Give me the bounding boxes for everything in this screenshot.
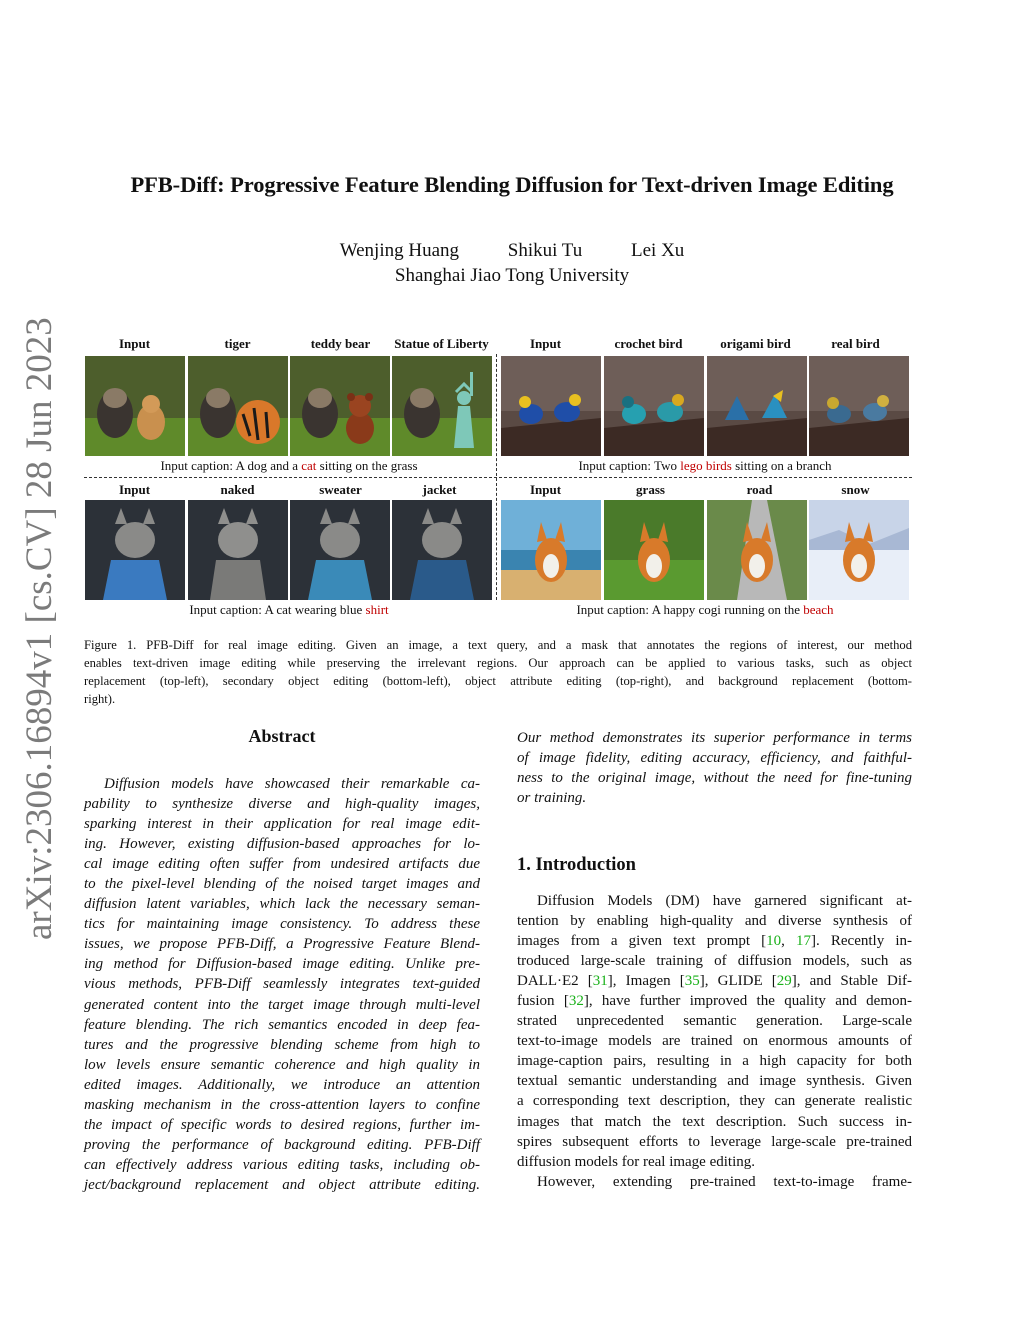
text-line: to the pixel-level blending of the noised target images and bbox=[84, 876, 480, 893]
column-label: jacket bbox=[422, 482, 457, 497]
image-dog-cat-input bbox=[85, 356, 185, 456]
author-name: Shikui Tu bbox=[507, 240, 583, 261]
affiliation: Shanghai Jiao Tong University bbox=[394, 265, 630, 286]
image-cat-sweater bbox=[290, 500, 390, 600]
text-line: Diffusion models have showcased their remarkable ca- bbox=[104, 776, 480, 792]
panel-caption: Input caption: Two lego birds sitting on a branch bbox=[578, 458, 832, 473]
caption-line: replacement (top-left), secondary object editing (bottom-left), object attribute editing (top-right), and background replacement (bottom- bbox=[84, 674, 912, 688]
column-label: snow bbox=[841, 482, 870, 497]
panel-caption: Input caption: A dog and a cat sitting on the grass bbox=[160, 458, 418, 473]
image-real-birds bbox=[809, 356, 909, 456]
text-line: feature blending. The rich semantics encoded in deep fea- bbox=[84, 1016, 480, 1033]
text-line: image-caption pairs, resulting in a high capacity for both bbox=[517, 1053, 912, 1070]
text-line: strated unprecedented semantic generation. Large-scale bbox=[517, 1013, 912, 1030]
figure-caption bbox=[84, 636, 912, 708]
abstract-right-column bbox=[517, 728, 912, 808]
panel-caption: Input caption: A cat wearing blue shirt bbox=[189, 602, 389, 617]
abstract-left-column bbox=[84, 774, 480, 1195]
column-label: Statue of Liberty bbox=[394, 336, 489, 351]
arxiv-identifier: arXiv:2306.16894v1 [cs.CV] 28 Jun 2023 bbox=[19, 317, 60, 940]
figure-1 bbox=[84, 336, 912, 628]
introduction-body bbox=[517, 891, 912, 1192]
text-line: tics for maintaining image consistency. To address these bbox=[84, 916, 480, 933]
column-label: naked bbox=[220, 482, 255, 497]
image-crochet-birds bbox=[604, 356, 704, 456]
column-label: grass bbox=[636, 482, 665, 497]
highlight-word: shirt bbox=[365, 602, 389, 617]
text-line: diffusion latent variables, which lack the necessary seman- bbox=[84, 896, 480, 913]
caption-line: right). bbox=[84, 692, 116, 706]
text-line: images from a given text prompt [10, 17]. Recently in- bbox=[517, 933, 912, 950]
image-cat-jacket bbox=[392, 500, 492, 600]
text-line: Our method demonstrates its superior performance in terms bbox=[517, 730, 912, 746]
author-name: Wenjing Huang bbox=[339, 240, 460, 261]
text-line: masking mechanism in the cross-attention layers to confine bbox=[84, 1096, 480, 1113]
text-line: can effectively address various editing tasks, including ob- bbox=[84, 1156, 480, 1173]
text-line: ness to the original image, without the need for fine-tuning bbox=[517, 770, 912, 787]
column-label: Input bbox=[529, 336, 562, 351]
highlight-word: cat bbox=[301, 458, 317, 473]
introduction-heading: 1. Introduction bbox=[517, 855, 636, 875]
text-line: cal image editing often suffer from undesired artifacts due bbox=[84, 856, 480, 873]
image-corgi-grass bbox=[604, 500, 704, 600]
text-line: the impact of specific words to desired regions, further im- bbox=[84, 1116, 480, 1133]
text-line: issues, we propose PFB-Diff, a Progressive Feature Blend- bbox=[84, 936, 480, 953]
text-line: text-to-image models are trained on enormous amounts of bbox=[517, 1033, 912, 1050]
caption-line: enables text-driven image editing while preserving the irrelevant regions. Our approach can be applied to various tasks, such as object bbox=[84, 656, 912, 670]
image-dog-teddy-bear bbox=[290, 356, 390, 456]
text-line: textual semantic understanding and image synthesis. Given bbox=[517, 1073, 912, 1090]
column-label: Input bbox=[529, 482, 562, 497]
column-label: real bird bbox=[831, 336, 880, 351]
text-line: fusion [32], have further improved the quality and demon- bbox=[517, 993, 913, 1010]
paper-title: PFB-Diff: Progressive Feature Blending Diffusion for Text-driven Image Editing bbox=[130, 172, 894, 197]
text-line: vious methods, PFB-Diff seamlessly integrates text-guided bbox=[84, 976, 480, 993]
text-line: tures and the progressive blending scheme from high to bbox=[84, 1036, 480, 1053]
text-line: Diffusion Models (DM) have garnered significant at- bbox=[537, 893, 912, 909]
image-corgi-snow bbox=[809, 500, 909, 600]
citation-link[interactable]: 10 bbox=[766, 933, 782, 950]
text-line: tention by enabling high-quality and diverse synthesis of bbox=[517, 913, 912, 930]
abstract-heading: Abstract bbox=[248, 726, 316, 746]
author-name: Lei Xu bbox=[631, 240, 685, 261]
text-line: troduced large-scale training of diffusion models, such as bbox=[517, 953, 912, 970]
column-label: crochet bird bbox=[614, 336, 683, 351]
image-corgi-road bbox=[707, 500, 807, 600]
text-line: images that match the text description. Such success in- bbox=[517, 1113, 912, 1130]
text-line: a corresponding text description, they can generate realistic bbox=[517, 1093, 912, 1110]
text-line: ject/background replacement and object attribute editing. bbox=[84, 1176, 480, 1193]
vertical-separator bbox=[496, 354, 497, 600]
text-line: ing. However, existing diffusion-based approaches for lo- bbox=[84, 836, 480, 853]
column-label: road bbox=[746, 482, 773, 497]
citation-link[interactable]: 17 bbox=[796, 933, 812, 950]
column-label: Input bbox=[118, 336, 151, 351]
citation-link[interactable]: 35 bbox=[684, 973, 700, 990]
text-line: proving the performance of background editing. PFB-Diff bbox=[84, 1136, 480, 1153]
image-corgi-beach-input bbox=[501, 500, 601, 600]
panel-caption: Input caption: A happy cogi running on the beach bbox=[576, 602, 834, 617]
highlight-word: lego birds bbox=[680, 458, 732, 473]
image-dog-tiger bbox=[188, 356, 288, 456]
text-line: pability to synthesize diverse and high-quality images, bbox=[84, 796, 480, 813]
text-line: edited images. Additionally, we introduce an attention bbox=[84, 1076, 480, 1093]
citation-link[interactable]: 31 bbox=[592, 973, 608, 990]
text-line: DALL·E2 [31], Imagen [35], GLIDE [29], and Stable Dif- bbox=[517, 973, 912, 990]
text-line: generated content into the target image through multi-level bbox=[84, 996, 480, 1013]
text-line: diffusion models for real image editing. bbox=[517, 1153, 756, 1170]
image-cat-naked bbox=[188, 500, 288, 600]
text-line: However, extending pre-trained text-to-image frame- bbox=[537, 1173, 912, 1190]
text-line: of image fidelity, editing accuracy, efficiency, and faithful- bbox=[517, 750, 912, 767]
horizontal-separator bbox=[84, 477, 912, 478]
caption-line: Figure 1. PFB-Diff for real image editing. Given an image, a text query, and a mask that annotates the regions of interest, our method bbox=[84, 638, 912, 652]
text-line: ing method for Diffusion-based image editing. Unlike pre- bbox=[84, 956, 480, 973]
column-label: origami bird bbox=[720, 336, 791, 351]
highlight-word: beach bbox=[803, 602, 834, 617]
column-label: teddy bear bbox=[310, 336, 371, 351]
image-dog-statue-of-liberty bbox=[392, 356, 492, 456]
image-origami-birds bbox=[707, 356, 807, 456]
image-lego-birds-input bbox=[501, 356, 601, 456]
author-list bbox=[0, 240, 1024, 262]
text-line: spires subsequent efforts to leverage large-scale pre-trained bbox=[517, 1133, 912, 1150]
text-line: sparking interest in their application for real image edit- bbox=[84, 816, 480, 833]
column-label: Input bbox=[118, 482, 151, 497]
citation-link[interactable]: 29 bbox=[776, 973, 792, 990]
column-label: sweater bbox=[319, 482, 362, 497]
text-line: low levels ensure semantic coherence and high quality in bbox=[84, 1056, 480, 1073]
image-cat-shirt-input bbox=[85, 500, 185, 600]
citation-link[interactable]: 32 bbox=[568, 993, 584, 1010]
text-line: or training. bbox=[517, 790, 587, 807]
column-label: tiger bbox=[224, 336, 251, 351]
